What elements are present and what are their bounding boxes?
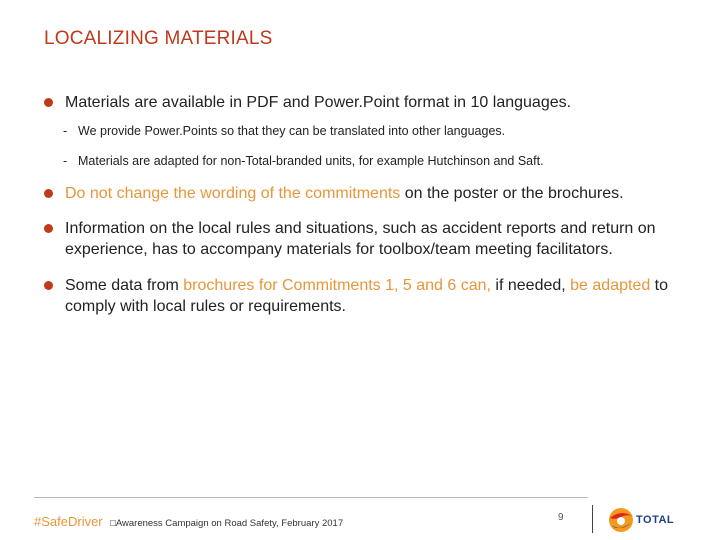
total-logo <box>606 505 686 535</box>
footer <box>34 513 343 531</box>
bullet-highlight: Do not change the wording of the commitments <box>65 185 401 202</box>
bullet-text: Information on the local rules and situations, such as accident reports and return on experience, has to accompany materials for toolbox/team meeting facilitators. <box>65 220 656 258</box>
bullet-text-part: to comply with local rules or requirements. <box>65 277 669 315</box>
page-number: 9 <box>558 512 564 523</box>
dash-icon: - <box>63 124 68 138</box>
bullet-text-part: Some data from <box>65 277 184 294</box>
sub-bullet-text: Materials are adapted for non-Total-branded units, for example Hutchinson and Saft. <box>78 154 544 168</box>
footer-description: □Awareness Campaign on Road Safety, February 2017 <box>110 518 344 529</box>
bullet-wording <box>44 183 674 204</box>
bullet-highlight: brochures for Commitments 1, 5 and 6 can, <box>183 277 491 294</box>
bullet-text: on the poster or the brochures. <box>400 185 624 202</box>
bullet-data-adapt <box>44 275 674 317</box>
bullet-dot-icon <box>44 224 53 233</box>
bullet-dot-icon <box>44 189 53 198</box>
bullet-dot-icon <box>44 281 53 290</box>
sub-bullet-powerpoints <box>44 123 674 139</box>
bullet-availability <box>44 92 674 113</box>
bullet-dot-icon <box>44 98 53 107</box>
bullet-text-part: if needed, <box>490 277 571 294</box>
footer-vertical-divider <box>592 505 593 533</box>
bullet-text: Materials are available in PDF and Power.Point format in 10 languages. <box>65 94 572 111</box>
footer-description-text: Awareness Campaign on Road Safety, February 2017 <box>115 518 344 529</box>
logo-text: TOTAL <box>636 514 675 526</box>
sub-bullet-text: We provide Power.Points so that they can be translated into other languages. <box>78 124 506 138</box>
page-title: LOCALIZING MATERIALS <box>44 28 273 49</box>
bullet-highlight: be adapted <box>570 277 651 294</box>
bullet-local-rules <box>44 218 674 260</box>
sub-bullet-adapted <box>44 153 674 169</box>
total-logo-icon <box>606 505 636 535</box>
footer-hashtag: #SafeDriver <box>34 514 103 529</box>
footer-divider <box>34 497 588 498</box>
dash-icon: - <box>63 154 68 168</box>
content-area <box>44 92 674 317</box>
